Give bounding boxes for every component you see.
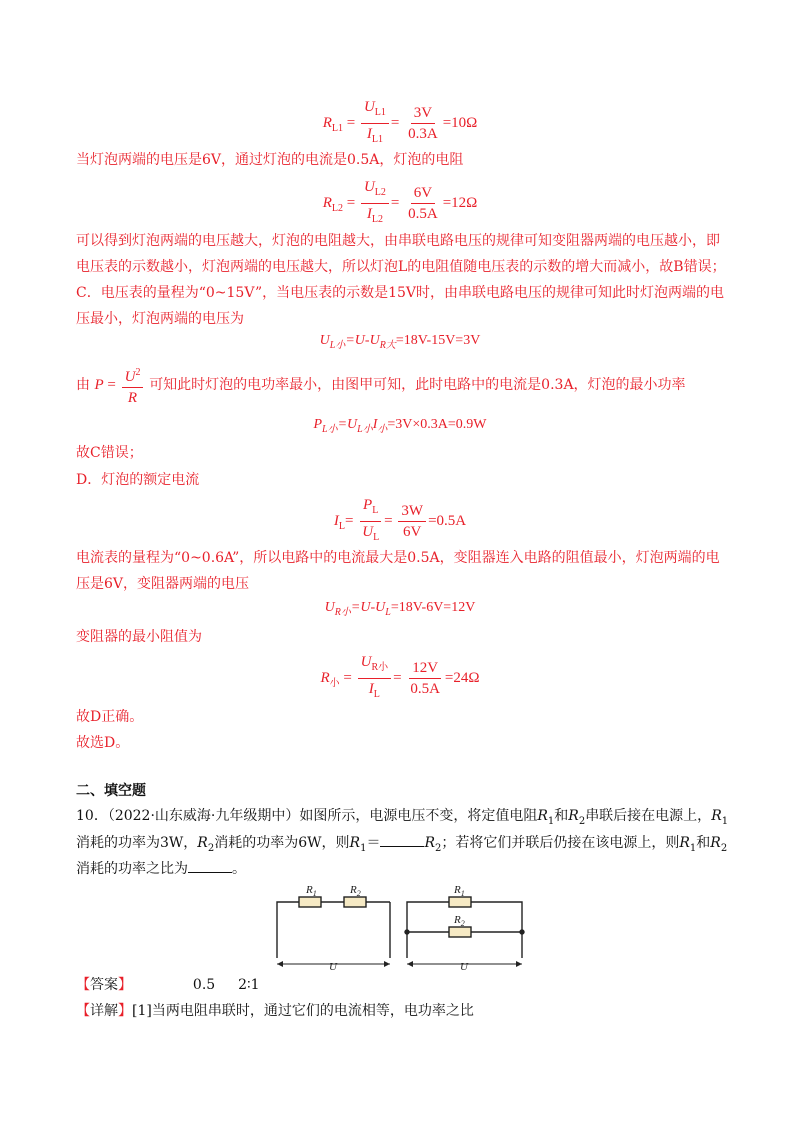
- fraction: $\frac{3W}{6V}$: [398, 502, 426, 541]
- equation-p-l-min: $P_{L小}=U_{L小}I_小=3V\times 0.3A=0.9W$: [313, 417, 487, 435]
- fraction: $\frac{U^2}{R}$: [122, 364, 144, 407]
- parallel-circuit: [405, 897, 524, 967]
- question-10-line2: 消耗的功率为3W，$R_2$消耗的功率为6W，则$R_1= R_2$；若将它们并联后仍接在该电源上，则$R_1$和$R_2$: [76, 832, 727, 859]
- paragraph-text5: 故C错误；: [76, 445, 143, 461]
- equation-r-l1: $R_{L1}$ = $\frac{U_{L1}}{I_{L1}}$ = $\frac{3V}{0.3A}$ =10Ω: [0, 98, 800, 149]
- label-r2: $R_2$: [350, 884, 361, 898]
- paragraph-text8: 变阻器的最小阻值为: [76, 629, 202, 645]
- label-r1-parallel: $R_1$: [454, 884, 465, 898]
- question-10-line1: 10．（2022·山东威海·九年级期中）如图所示，电源电压不变，将定值电阻$R_1$和$R_2$串联后接在电源上，$R_1$: [76, 808, 729, 827]
- answer-value-2: 2∶1: [238, 977, 260, 993]
- label-r1: $R_1$: [306, 884, 317, 898]
- paragraph-text2b: 电压表的示数越小，灯泡两端的电压越大，所以灯泡L的电阻值随电压表的示数的增大而减小，故B错误；: [76, 259, 726, 275]
- equation-u-l-min: $U_{L小}=U-U_{R大}=18V-15V=3V$: [319, 333, 481, 351]
- resistor-r1-parallel: [449, 897, 471, 907]
- resistor-r2-parallel: [449, 927, 471, 937]
- paragraph-text3a: C．电压表的量程为“0~15V”，当电压表的示数是15V时，由串联电路电压的规律可知此时灯泡两端的电: [76, 285, 725, 301]
- paragraph-text2a: 可以得到灯泡两端的电压越大，灯泡的电阻越大，由串联电路电压的规律可知变阻器两端的电压越小，即: [76, 233, 720, 249]
- answer-blank-1[interactable]: [380, 832, 424, 847]
- fraction: $\frac{12V}{0.5A}$: [410, 660, 440, 697]
- paragraph-text3b: 压最小，灯泡两端的电压为: [76, 311, 244, 327]
- label-u: U: [329, 961, 337, 973]
- equation-r-min: $R_小$ = $\frac{U_{R小}}{I_L}$ = $\frac{12V}{0.5A}$ =24Ω: [0, 653, 800, 704]
- series-circuit: [277, 897, 390, 967]
- fraction: $\frac{U_{L2}}{I_{L2}}$: [361, 178, 389, 229]
- answer-blank-2[interactable]: [188, 858, 232, 873]
- fraction: $\frac{U_{L1}}{I_{L1}}$: [361, 98, 389, 149]
- circuit-diagrams: [262, 878, 538, 976]
- answer-line: 【答案】 0.5 2∶1: [76, 977, 260, 993]
- paragraph-text7a: 电流表的量程为“0~0.6A”，所以电路中的电流最大是0.5A，变阻器连入电路的阻值最小，灯泡两端的电: [76, 550, 720, 566]
- fraction: $\frac{6V}{0.5A}$: [408, 185, 438, 222]
- paragraph-text4: 由 P = $\frac{U^2}{R}$ 可知此时灯泡的电功率最小，由图甲可知，此时电路中的电流是0.3A，灯泡的最小功率: [76, 364, 686, 407]
- fraction: $\frac{3V}{0.3A}$: [408, 105, 438, 142]
- fraction: $\frac{U_{R小}}{I_L}$: [358, 653, 392, 704]
- label-u-parallel: U: [460, 961, 468, 973]
- paragraph-text9: 故D正确。: [76, 709, 144, 725]
- paragraph-text7b: 压是6V，变阻器两端的电压: [76, 576, 250, 592]
- fraction: $\frac{P_L}{U_L}$: [359, 496, 382, 547]
- paragraph-text1: 当灯泡两端的电压是6V，通过灯泡的电流是0.5A，灯泡的电阻: [76, 152, 464, 168]
- section-heading: 二、填空题: [76, 783, 146, 799]
- answer-value-1: 0.5: [192, 977, 216, 993]
- detail-line: 【详解】[1]当两电阻串联时，通过它们的电流相等，电功率之比: [76, 1003, 474, 1019]
- equation-u-r-min: $U_{R小}=U-U_L=18V-6V=12V$: [324, 600, 476, 618]
- resistor-r2: [344, 897, 366, 907]
- power-formula: P = $\frac{U^2}{R}$: [94, 377, 149, 393]
- paragraph-text10: 故选D。: [76, 735, 130, 751]
- resistor-r1: [299, 897, 321, 907]
- label-r2-parallel: $R_2$: [454, 914, 465, 928]
- equation-i-l: $I_L=$ $\frac{P_L}{U_L}$ = $\frac{3W}{6V}$ =0.5A: [0, 496, 800, 547]
- paragraph-text6: D．灯泡的额定电流: [76, 472, 200, 488]
- question-10-line3: 消耗的功率之比为 。: [76, 858, 246, 879]
- equation-r-l2: $R_{L2}$ = $\frac{U_{L2}}{I_{L2}}$ = $\frac{6V}{0.5A}$ =12Ω: [0, 178, 800, 229]
